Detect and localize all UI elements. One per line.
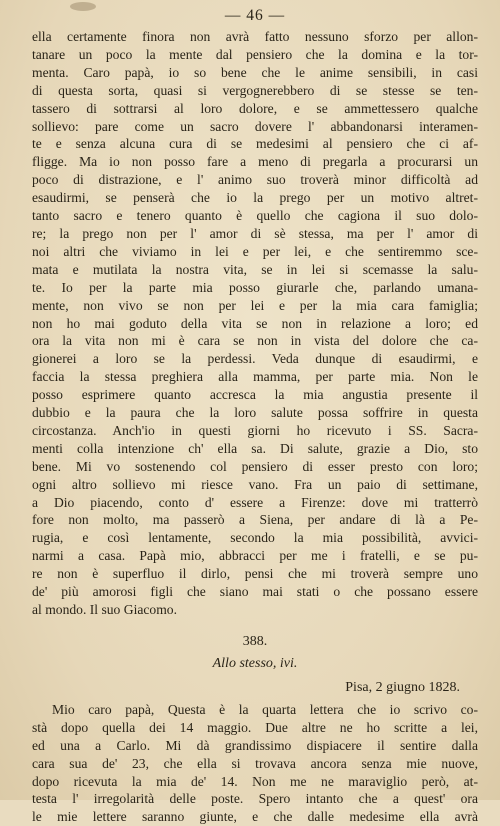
text-line: tassero di sottrarsi al loro dolore, e se ammettessero qualche (32, 100, 478, 116)
text-line: menti colla intenzione ch' ella sa. Di salute, grazie a Dio, sto (32, 440, 478, 456)
text-line: esaudirmi, se penserà che io la prego per un motivo altret- (32, 190, 478, 206)
letter-body-paragraph (32, 701, 478, 826)
text-line: gionerei a loro se la perdessi. Veda dunque di esaudirmi, e (32, 351, 478, 367)
text-line: posso esprimere quanto accresca la mia angustia presente il (32, 387, 478, 403)
text-line: le mie lettere saranno giunte, e che dalle medesime ella avrà (32, 809, 478, 825)
text-line: narmi a casa. Papà mio, abbracci per me i fratelli, e se pu- (32, 548, 478, 564)
text-line: tanto sacro e tenero quanto è quello che cagiona il suo dolo- (32, 208, 478, 224)
text-line: ella certamente finora non avrà fatto nessuno sforzo per allon- (32, 29, 478, 44)
text-line: noi altri che viviamo in lei e per lei, e che sentiremmo sce- (32, 243, 478, 259)
text-line: menta. Caro papà, io so bene che le anime sensibili, in casi (32, 64, 478, 80)
text-line: cara sua de' 23, che ella si trovava ancora senza mie nuove, (32, 755, 478, 771)
ink-stain (70, 2, 96, 11)
text-line: re non è superfluo il dirlo, pensi che mi troverà sempre uno (32, 566, 478, 582)
text-line: re; la prego non per l' amor di sè stessa, ma per l' amor di (32, 225, 478, 241)
text-line: bene. Mi vo sostenendo col pensiero di esser presto con loro; (32, 458, 478, 474)
letter-heading: Allo stesso, ivi. (212, 655, 298, 671)
text-line: poco di distrazione, e l' animo suo troverà minor difficoltà ad (32, 172, 478, 188)
text-line: dopo ricevuta la mia de' 14. Non me ne maraviglio però, at- (32, 773, 478, 789)
text-line: faccia la stessa preghiera alla mamma, per parte mia. Non le (32, 369, 478, 385)
text-line: ora la vita non mi è cara se non in vista del dolore che ca- (32, 333, 478, 349)
text-line: ed una a Carlo. Mi dà grandissimo dispiacere il sentire dalla (32, 737, 478, 753)
text-line: fligge. Ma io non posso fare a meno di pregarla a procurarsi un (32, 154, 478, 170)
text-line: sollievo: pare come un sacro dovere l' abbandonarsi interamen- (32, 118, 478, 134)
text-line: rugia, e così lentamente, secondo la mia possibilità, avvici- (32, 530, 478, 546)
text-line: al mondo. Il suo Giacomo. (32, 602, 177, 617)
text-line: stà dopo quella dei 14 maggio. Due altre ne ho scritte a lei, (32, 719, 478, 735)
text-line: tanare un poco la mente dal pensiero che la domina e la tor- (32, 46, 478, 62)
text-line: fore non molto, ma passerò a Siena, per andare di là a Pe- (32, 512, 478, 528)
text-line: te e senza alcuna cura di se medesimi al pensiero che ci af- (32, 136, 478, 152)
text-line: di questa sorta, quasi si vergognerebbero di se stesse se ten- (32, 82, 478, 98)
text-line: non ho mai goduto della vita se non in relazione a loro; ed (32, 315, 478, 331)
text-line: te. Io per la parte mia posso giurarle che, parlando umana- (32, 279, 478, 295)
text-line: circostanza. Anch'io in questi giorni ho ricevuto i SS. Sacra- (32, 422, 478, 438)
text-line: a Dio piacendo, conto d' essere a Firenze: dove mi tratterrò (32, 494, 478, 510)
page-number: — 46 — (224, 7, 286, 24)
letter-number: 388. (242, 633, 268, 649)
text-line: ogni altro sollievo mi riesce vano. Fra un paio di settimane, (32, 476, 478, 492)
text-line: mata e mutilata la nostra vita, se in lei si scemasse la salu- (32, 261, 478, 277)
text-line: testa l' irregolarità delle poste. Spero intanto che a quest' ora (32, 791, 478, 807)
text-line: de' più amorosi figli che siano mai stati o che possano essere (32, 584, 478, 600)
text-line: Mio caro papà, Questa è la quarta lettera che io scrivo co- (52, 701, 478, 717)
continuation-paragraph (32, 28, 478, 619)
text-line: dubbio e la paura che la loro salute possa soffrire in questa (32, 405, 478, 421)
text-line: mente, non vivo se non per lei e per la mia cara famiglia; (32, 297, 478, 313)
letter-place-date: Pisa, 2 giugno 1828. (345, 679, 460, 695)
